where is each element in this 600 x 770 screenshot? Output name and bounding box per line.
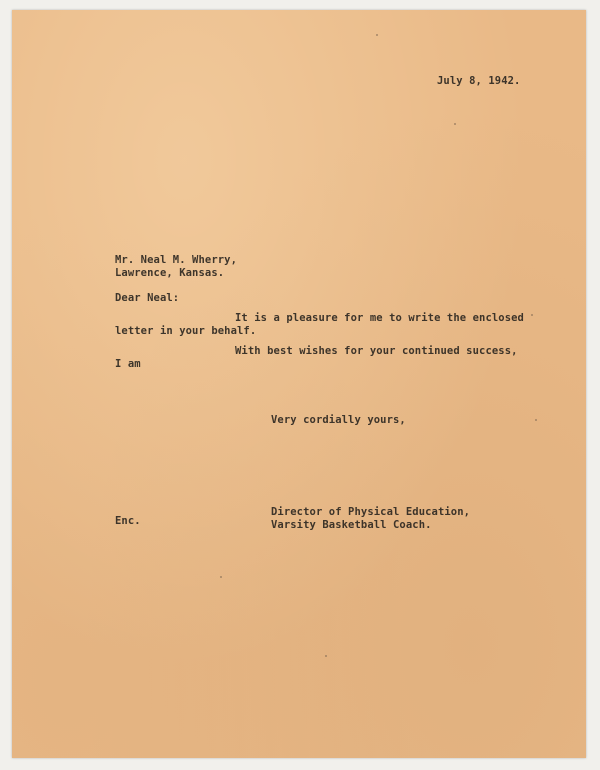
- paper-speck: [376, 34, 378, 36]
- letter-page: [12, 10, 586, 758]
- body-paragraph-line: letter in your behalf.: [115, 325, 257, 337]
- paper-speck: [531, 314, 533, 316]
- closing: Very cordially yours,: [271, 414, 406, 426]
- body-paragraph-line: With best wishes for your continued success,: [235, 345, 518, 357]
- signature-title: Director of Physical Education,: [271, 506, 471, 518]
- paper-speck: [325, 655, 327, 657]
- letter-date: July 8, 1942.: [437, 75, 521, 87]
- recipient-name: Mr. Neal M. Wherry,: [115, 254, 238, 266]
- paper-speck: [454, 123, 456, 125]
- signature-title: Varsity Basketball Coach.: [271, 519, 432, 531]
- body-paragraph-line: It is a pleasure for me to write the enclosed: [235, 312, 524, 324]
- enclosure-notation: Enc.: [115, 515, 141, 527]
- salutation: Dear Neal:: [115, 292, 180, 304]
- body-paragraph-line: I am: [115, 358, 141, 370]
- recipient-address: Lawrence, Kansas.: [115, 267, 225, 279]
- paper-speck: [535, 419, 537, 421]
- paper-speck: [220, 576, 222, 578]
